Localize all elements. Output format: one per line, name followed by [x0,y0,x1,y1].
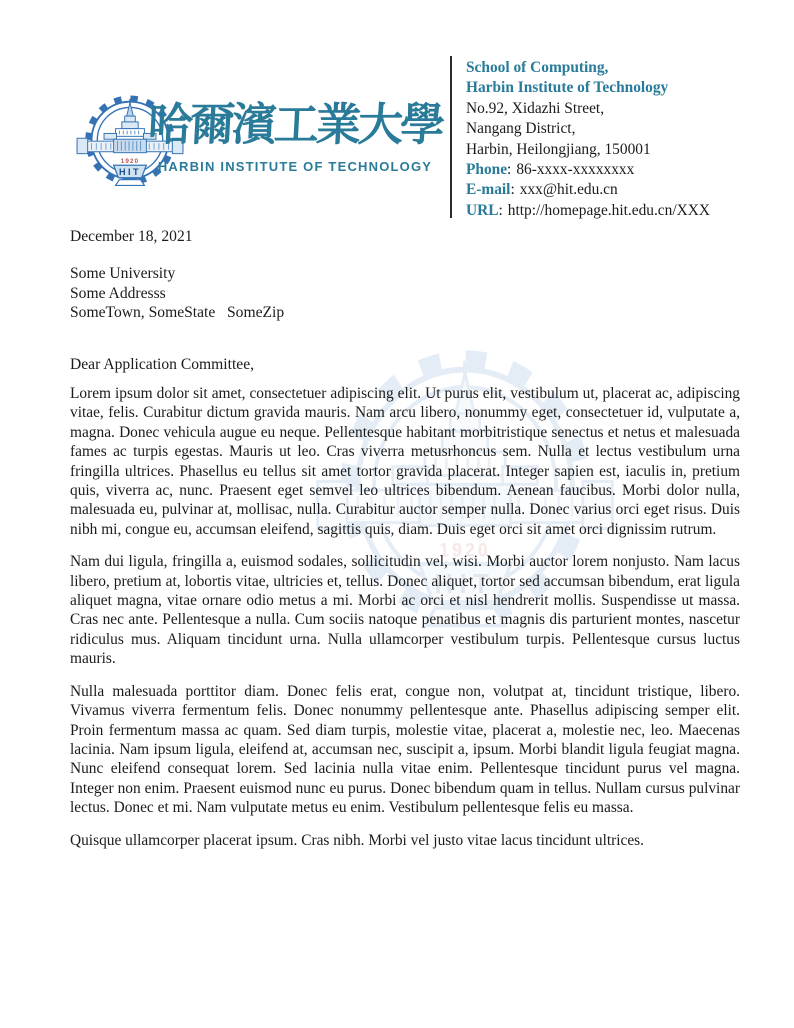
letter-date: December 18, 2021 [70,228,193,245]
url-value: http://homepage.hit.edu.cn/XXX [507,201,710,219]
body-paragraph: Nulla malesuada porttitor diam. Donec felis erat, congue non, volutpat at, tincidunt tristique, libero. Vivamus viverra fermentum felis. Donec nonummy pellentesque ante. Phasellus adipiscing semper elit. Proin fermentum massa ac quam. Sed diam turpis, molestie vitae, placerat a, molestie nec, leo. Maecenas lacinia. Nam ipsum ligula, eleifend at, accumsan nec, suscipit a, ipsum. Morbi blandit ligula feugiat magna. Nunc eleifend consequat lorem. Sed lacinia nulla vitae enim. Pellentesque tincidunt purus vel magna. Integer non enim. Praesent euismod nunc eu purus. Donec bibendum quam in tellus. Nullam cursus pulvinar lectus. Donec et mi. Nam vulputate metus eu enim. Vestibulum pellentesque felis eu massa. [70,682,740,817]
email-value: xxx@hit.edu.cn [519,181,618,199]
institution-name: Harbin Institute of Technology [466,79,669,97]
recipient-address [70,264,740,323]
recipient-line: SomeTown, SomeState SomeZip [70,304,285,321]
colon: : [507,161,512,179]
phone-value: 86-xxxx-xxxxxxxx [516,161,635,179]
university-name-chinese: 哈爾濱工業大學 [146,98,444,151]
phone-line [466,160,756,180]
recipient-line: Some Addresss [70,284,166,302]
body-paragraph: Nam dui ligula, fringilla a, euismod sodales, sollicitudin vel, wisi. Morbi auctor lorem nonjusto. Nam lacus libero, pretium at, lobortis vitae, ultricies et, tellus. Donec aliquet, tortor sed accumsan bibendum, erat ligula aliquet magna, vitae ornare odio metus a mi. Morbi ac orci et nisl hendrerit mollis. Suspendisse ut massa. Cras nec ante. Pellentesque a nulla. Cum sociis natoque penatibus et magnis dis parturient montes, nascetur ridiculus mus. Aliquam tincidunt urna. Nulla ullamcorper vestibulum turpis. Pellentesque cursus luctus mauris. [70,553,740,668]
address-line: Nangang District, [466,120,576,138]
body-paragraph: Lorem ipsum dolor sit amet, consectetuer adipiscing elit. Ut purus elit, vestibulum ut, placerat ac, adipiscing vitae, felis. Curabitur dictum gravida mauris. Nam arcu libero, nonummy eget, consectetuer id, vulputate a, magna. Donec vehicula augue eu neque. Pellentesque habitant morbitristique senectus et netus et malesuada fames ac turpis egestas. Mauris ut leo. Cras viverra metusrhoncus sem. Nulla et lectus vestibulum urna fringilla ultrices. Phasellus eu tellus sit amet tortor gravida placerat. Integer sapien est, iaculis in, pretium quis, viverra ac, nunc. Praesent eget semvel leo ultrices bibendum. Aenean faucibus. Morbi dolor nulla, malesuada eu, pulvinar at, mollisac, nulla. Curabitur auctor semper nulla. Donec varius orci eget risus. Duis nibh mi, congue eu, accumsan eleifend, sagittis quis, diam. Duis eget orci sit amet orci dignissim rutrum. [70,385,740,538]
letter-content [70,227,740,863]
university-name-english: HARBIN INSTITUTE OF TECHNOLOGY [157,159,433,174]
email-line [466,180,756,200]
colon: : [510,181,515,199]
contact-block [466,58,756,221]
colon: : [498,201,503,219]
salutation: Dear Application Committee, [70,355,255,373]
header-divider [450,56,452,218]
phone-label: Phone [466,161,508,179]
address-line: Harbin, Heilongjiang, 150001 [466,140,651,158]
url-line [466,201,756,221]
body-paragraph: Quisque ullamcorper placerat ipsum. Cras nibh. Morbi vel justo vitae lacus tincidunt ultrices. [70,831,645,849]
recipient-line: Some University [70,265,176,282]
address-line: No.92, Xidazhi Street, [466,99,605,117]
url-label: URL [466,201,499,219]
department-name: School of Computing, [466,59,609,76]
email-label: E-mail [466,181,511,199]
hit-logo [148,92,442,174]
